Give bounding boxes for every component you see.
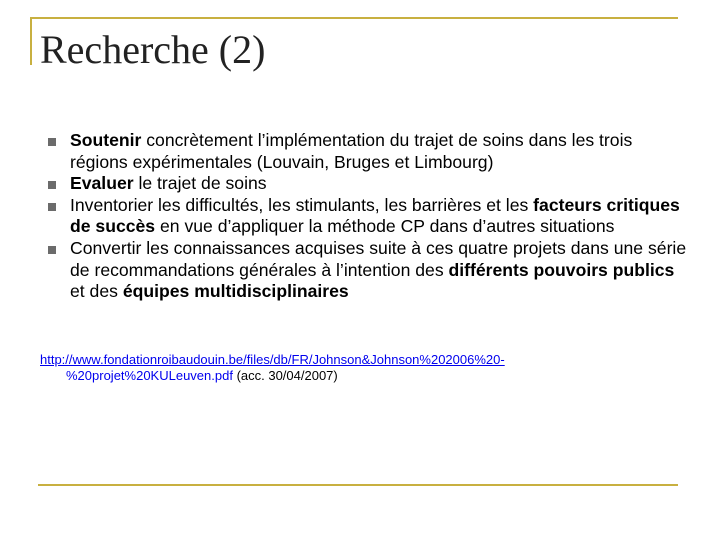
frame-left-line: [30, 17, 32, 65]
bullet-text: Inventorier les difficultés, les stimulants, les barrières et les: [70, 194, 534, 215]
reference-link-line1[interactable]: http://www.fondationroibaudouin.be/files/db/FR/Johnson&Johnson%202006%20-: [40, 352, 505, 367]
bullet-text: le trajet de soins: [133, 173, 267, 194]
bullet-item-convertir: [48, 238, 688, 303]
bullet-list: [48, 130, 688, 303]
frame-top-line: [30, 17, 678, 19]
square-bullet-icon: [48, 181, 56, 189]
bullet-text-bold: équipes multidisciplinaires: [122, 281, 349, 302]
reference-citation: [40, 352, 680, 384]
bullet-text-bold: Evaluer: [70, 173, 134, 194]
bullet-text: Convertir les connaissances acquises suite à ces quatre projets dans une série de recommandations générales à l’intention des: [70, 237, 687, 280]
square-bullet-icon: [48, 138, 56, 146]
bullet-item-soutenir: [48, 130, 688, 173]
bullet-text: en vue d’appliquer la méthode CP dans d’autres situations: [155, 216, 615, 237]
bullet-item-evaluer: [48, 173, 688, 195]
bullet-text-bold: facteurs critiques de succès: [70, 194, 680, 237]
frame-bottom-line: [38, 484, 678, 486]
bullet-text: et des: [70, 281, 123, 302]
bullet-item-inventorier: [48, 195, 688, 238]
reference-link-line2[interactable]: %20projet%20KULeuven.pdf: [66, 368, 233, 383]
square-bullet-icon: [48, 246, 56, 254]
bullet-text: concrètement l’implémentation du trajet de soins dans les trois régions expérimentales (Louvain, Bruges et Limbourg): [70, 130, 633, 172]
slide-title: Recherche (2): [40, 27, 266, 72]
square-bullet-icon: [48, 203, 56, 211]
reference-access-date: (acc. 30/04/2007): [232, 368, 338, 383]
bullet-text-bold: Soutenir: [70, 130, 142, 150]
bullet-text-bold: différents pouvoirs publics: [448, 259, 675, 280]
